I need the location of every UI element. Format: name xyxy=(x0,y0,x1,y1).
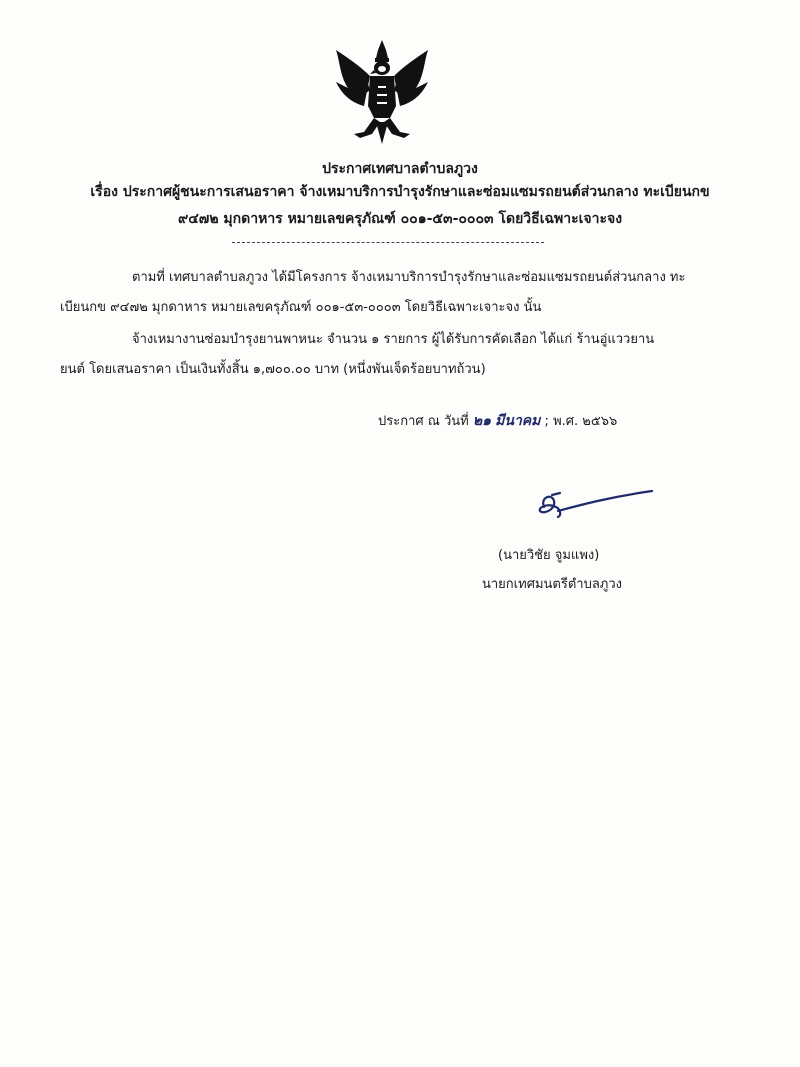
paragraph-1-line-2: เบียนกข ๙๔๗๒ มุกดาหาร หมายเลขครุภัณฑ์ ๐๐๑-๕๓-๐๐๐๓ โดยวิธีเฉพาะเจาะจง นั้น xyxy=(60,300,542,315)
garuda-emblem-icon xyxy=(330,36,434,146)
date-month: มีนาคม xyxy=(495,413,541,429)
paragraph-2-line-1: จ้างเหมางานซ่อมบำรุงยานพาหนะ จำนวน ๑ รายการ ผู้ได้รับการคัดเลือก ได้แก่ ร้านอู่แววยาน xyxy=(132,332,655,347)
date-day: ๒๑ xyxy=(472,413,491,429)
signer-name: (นายวิชัย จูมแพง) xyxy=(498,548,600,563)
paragraph-2-line-2: ยนต์ โดยเสนอราคา เป็นเงินทั้งสิ้น ๑,๗๐๐.๐๐ บาท (หนึ่งพันเจ็ดร้อยบาทถ้วน) xyxy=(60,362,486,377)
announcement-title: ประกาศเทศบาลตำบลภูวง xyxy=(322,161,478,177)
announcement-date: ประกาศ ณ วันที่ ๒๑ มีนาคม ; พ.ศ. ๒๕๖๖ xyxy=(378,413,618,429)
subject-line-1: เรื่อง ประกาศผู้ชนะการเสนอราคา จ้างเหมาบริการบำรุงรักษาและซ่อมแซมรถยนต์ส่วนกลาง ทะเบียนกข xyxy=(90,184,710,200)
paragraph-1-line-1: ตามที่ เทศบาลตำบลภูวง ได้มีโครงการ จ้างเหมาบริการบำรุงรักษาและซ่อมแซมรถยนต์ส่วนกลาง ทะ xyxy=(132,270,686,285)
handwritten-signature-icon xyxy=(530,485,660,525)
divider xyxy=(232,242,544,243)
date-era-year: พ.ศ. ๒๕๖๖ xyxy=(553,414,618,429)
signer-position: นายกเทศมนตรีตำบลภูวง xyxy=(482,577,622,592)
date-prefix: ประกาศ ณ วันที่ xyxy=(378,414,469,429)
subject-line-2: ๙๔๗๒ มุกดาหาร หมายเลขครุภัณฑ์ ๐๐๑-๕๓-๐๐๐๓ โดยวิธีเฉพาะเจาะจง xyxy=(177,211,623,227)
